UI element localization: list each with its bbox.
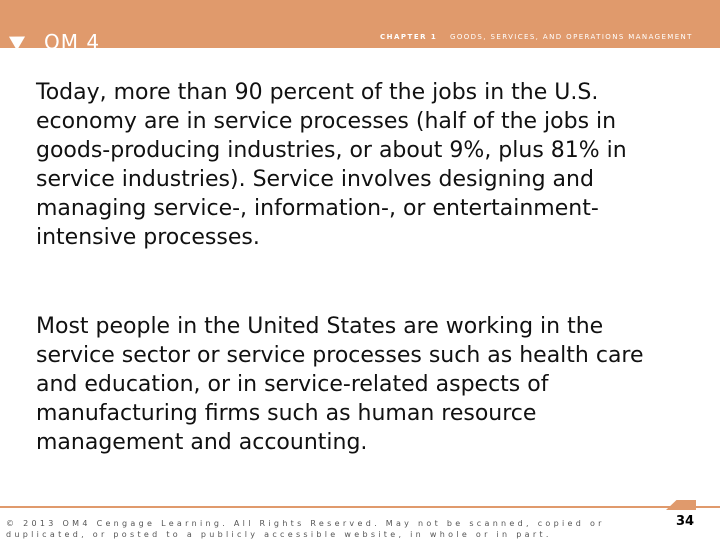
copyright-notice: © 2013 OM4 Cengage Learning. All Rights Reserved. May not be scanned, copied or duplicated, or posted to a publicly accessible website, in whole or in part. [6, 519, 605, 539]
course-logo: OM 4 [44, 30, 101, 54]
body-paragraph-1: Today, more than 90 percent of the jobs in the U.S. economy are in service processes (half of the jobs in goods-producing industries, or about 9%, plus 81% in service industries). Service involves designing and managing service-, information-, or entertainment-intensive processes. [36, 80, 627, 250]
running-title: GOODS, SERVICES, AND OPERATIONS MANAGEMENT [450, 33, 693, 41]
page-number: 34 [676, 514, 695, 529]
footer-divider [0, 506, 720, 508]
page-number-tab [666, 500, 696, 510]
body-paragraph-2: Most people in the United States are working in the service sector or service processes such as health care and education, or in service-related aspects of manufacturing firms such as human resource management and accounting. [36, 314, 644, 455]
chapter-label: CHAPTER 1 [380, 33, 438, 41]
